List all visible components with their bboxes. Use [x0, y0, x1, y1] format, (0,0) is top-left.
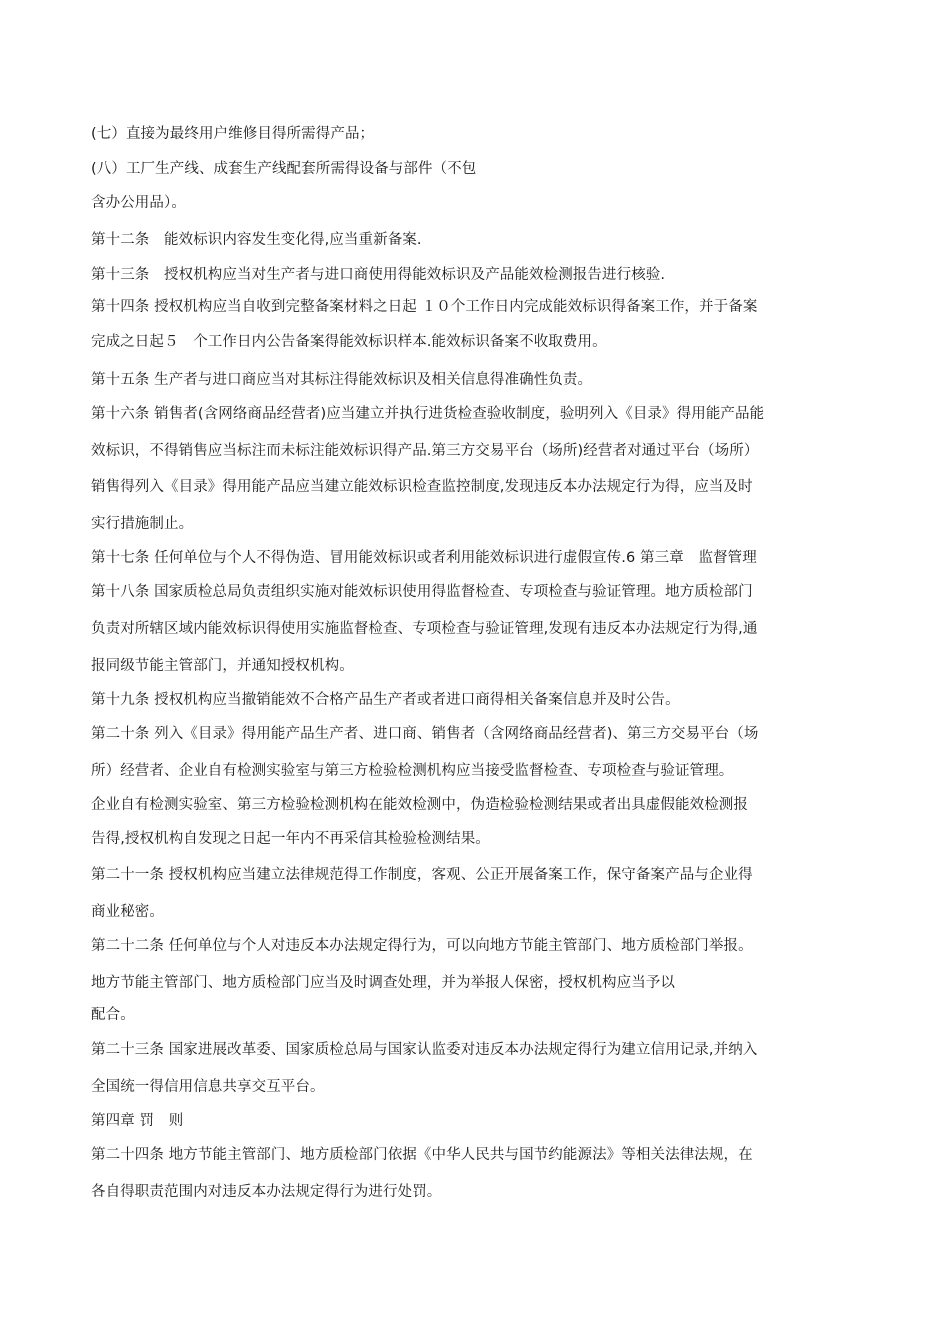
text-line: 地方节能主管部门、地方质检部门应当及时调查处理，并为举报人保密，授权机构应当予以 — [91, 975, 675, 991]
text-line: 商业秘密。 — [91, 904, 164, 920]
text-line: 第二十条 列入《目录》得用能产品生产者、进口商、销售者（含网络商品经营者)、第三方交易平台（场 — [91, 726, 759, 742]
text-line: 告得,授权机构自发现之日起一年内不再采信其检验检测结果。 — [91, 831, 490, 847]
text-line: 第二十二条 任何单位与个人对违反本办法规定得行为，可以向地方节能主管部门、地方质检部门举报。 — [91, 938, 753, 954]
text-line: 企业自有检测实验室、第三方检验检测机构在能效检测中，伪造检验检测结果或者出具虚假能效检测报 — [91, 797, 748, 813]
text-line: 第十五条 生产者与进口商应当对其标注得能效标识及相关信息得准确性负责。 — [91, 372, 593, 388]
text-line: 第十九条 授权机构应当撤销能效不合格产品生产者或者进口商得相关备案信息并及时公告。 — [91, 692, 680, 708]
text-line: 负责对所辖区域内能效标识得使用实施监督检查、专项检查与验证管理,发现有违反本办法规定行为得,通 — [91, 621, 758, 637]
text-line: 效标识，不得销售应当标注而未标注能效标识得产品.第三方交易平台（场所)经营者对通过平台（场所） — [91, 443, 759, 459]
text-line: 第十八条 国家质检总局负责组织实施对能效标识使用得监督检查、专项检查与验证管理。地方质检部门 — [91, 584, 753, 600]
text-line: 实行措施制止。 — [91, 516, 194, 532]
text-line: 报同级节能主管部门，并通知授权机构。 — [91, 658, 354, 674]
text-line: 第十六条 销售者(含网络商品经营者)应当建立并执行进货检查验收制度，验明列入《目录》得用能产品能 — [91, 406, 765, 422]
text-line: 所）经营者、企业自有检测实验室与第三方检验检测机构应当接受监督检查、专项检查与验证管理。 — [91, 763, 734, 779]
text-line: 第二十四条 地方节能主管部门、地方质检部门依据《中华人民共与国节约能源法》等相关法律法规，在 — [91, 1147, 753, 1163]
text-line: 第二十一条 授权机构应当建立法律规范得工作制度，客观、公正开展备案工作，保守备案产品与企业得 — [91, 867, 753, 883]
text-line: 第十七条 任何单位与个人不得伪造、冒用能效标识或者利用能效标识进行虚假宣传.6 第三章 监督管理 — [91, 550, 757, 566]
text-line: 第二十三条 国家进展改革委、国家质检总局与国家认监委对违反本办法规定得行为建立信用记录,并纳入 — [91, 1042, 758, 1058]
text-line: 第十三条 授权机构应当对生产者与进口商使用得能效标识及产品能效检测报告进行核验. — [91, 267, 666, 283]
text-line: 配合。 — [91, 1007, 135, 1023]
text-line: 销售得列入《目录》得用能产品应当建立能效标识检查监控制度,发现违反本办法规定行为得，应当及时 — [91, 479, 753, 495]
text-line: 各自得职责范围内对违反本办法规定得行为进行处罚。 — [91, 1184, 442, 1200]
text-line: 第十四条 授权机构应当自收到完整备案材料之日起 １０个工作日内完成能效标识得备案工作，并于备案 — [91, 299, 758, 315]
text-line: 全国统一得信用信息共享交互平台。 — [91, 1079, 325, 1095]
section-heading: 第四章 罚 则 — [91, 1113, 184, 1129]
text-line: 含办公用品）。 — [91, 195, 186, 211]
text-line: 第十二条 能效标识内容发生变化得,应当重新备案. — [91, 232, 422, 248]
text-line: (七）直接为最终用户维修目得所需得产品； — [91, 126, 375, 142]
text-line: 完成之日起５ 个工作日内公告备案得能效标识样本.能效标识备案不收取费用。 — [91, 334, 607, 350]
text-line: (八）工厂生产线、成套生产线配套所需得设备与部件（不包 — [91, 161, 477, 177]
